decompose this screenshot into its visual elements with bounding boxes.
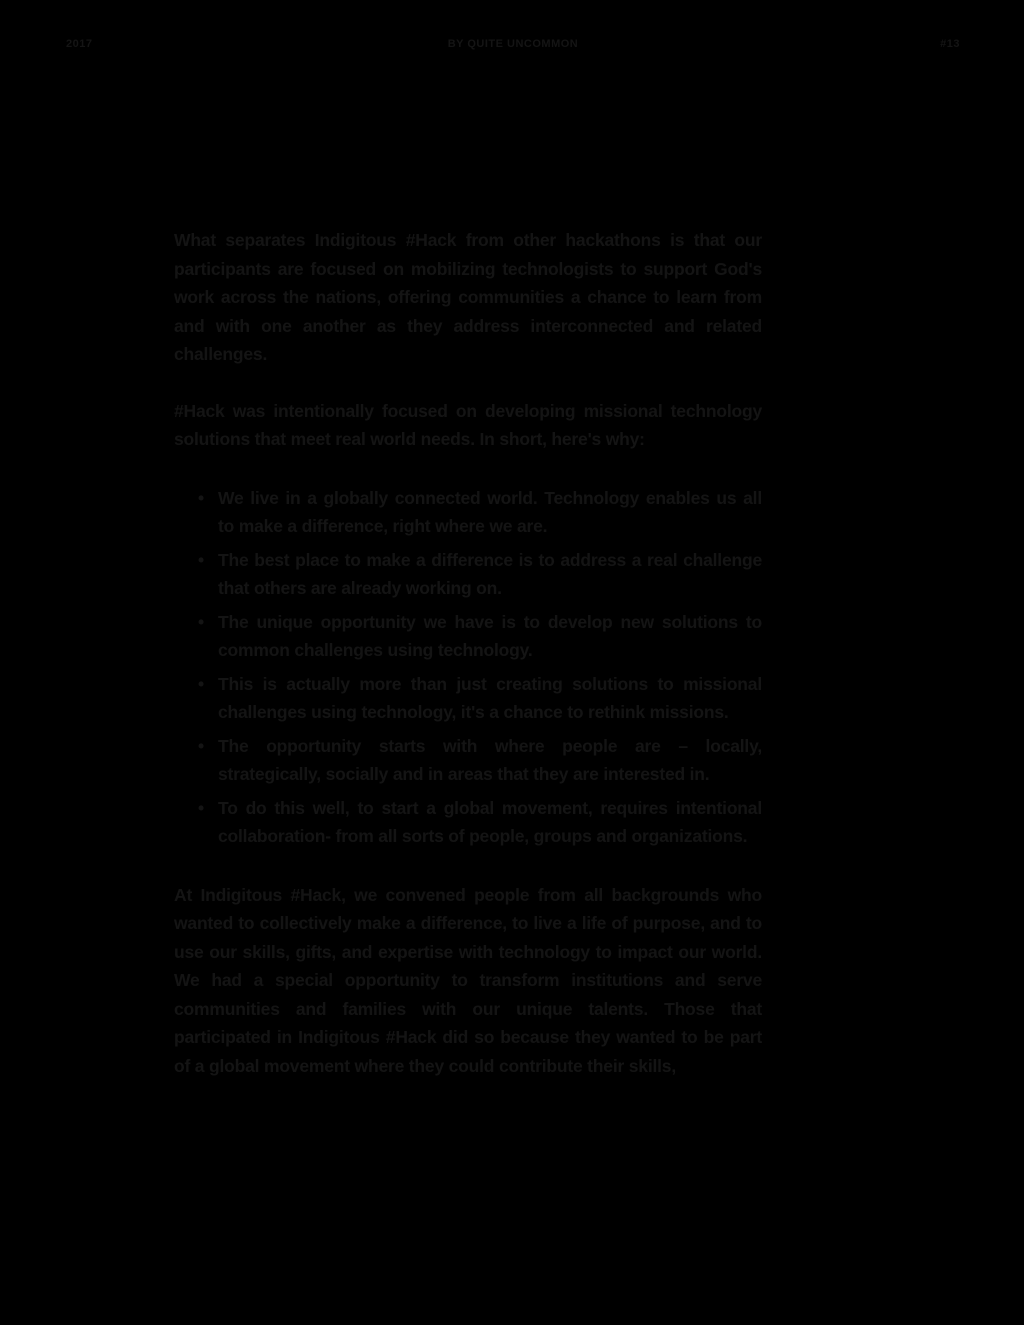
- header-year: 2017: [66, 38, 93, 50]
- bullet-icon: •: [198, 735, 204, 756]
- reasons-list: [174, 484, 762, 851]
- list-item-text: We live in a globally connected world. Technology enables us all to make a difference, right where we are.: [218, 487, 762, 536]
- bullet-icon: •: [198, 611, 204, 632]
- list-item: [198, 484, 762, 541]
- header-title: BY QUITE UNCOMMON: [447, 38, 579, 50]
- list-item-text: The unique opportunity we have is to develop new solutions to common challenges using technology.: [218, 611, 762, 660]
- list-item: [198, 732, 762, 789]
- list-item-text: This is actually more than just creating solutions to missional challenges using technology, it's a chance to rethink missions.: [218, 673, 762, 722]
- body-text: [174, 226, 762, 1080]
- list-item-text: The opportunity starts with where people are – locally, strategically, socially and in areas that they are interested in.: [218, 735, 762, 784]
- list-item: [198, 670, 762, 727]
- page-number: #13: [940, 38, 960, 50]
- list-item: [198, 546, 762, 603]
- bullet-icon: •: [198, 487, 204, 508]
- list-item-text: To do this well, to start a global movement, requires intentional collaboration- from all sorts of people, groups and organizations.: [218, 797, 762, 846]
- list-item: [198, 794, 762, 851]
- bullet-icon: •: [198, 549, 204, 570]
- list-item: [198, 608, 762, 665]
- bullet-icon: •: [198, 673, 204, 694]
- intro-paragraph: What separates Indigitous #Hack from other hackathons is that our participants are focused on mobilizing technologists to support God's work across the nations, offering communities a chance to learn from and with one another as they address interconnected and related challenges.: [174, 230, 762, 364]
- reasons-intro-paragraph: #Hack was intentionally focused on developing missional technology solutions that meet real world needs. In short, here's why:: [174, 400, 762, 449]
- page-header: [66, 38, 960, 54]
- bullet-icon: •: [198, 797, 204, 818]
- list-item-text: The best place to make a difference is to address a real challenge that others are already working on.: [218, 549, 762, 598]
- closing-paragraph: At Indigitous #Hack, we convened people from all backgrounds who wanted to collectively make a difference, to live a life of purpose, and to use our skills, gifts, and expertise with technology to impact our world. We had a special opportunity to transform institutions and serve communities and families with our unique talents. Those that participated in Indigitous #Hack did so because they wanted to be part of a global movement where they could contribute their skills,: [174, 884, 762, 1076]
